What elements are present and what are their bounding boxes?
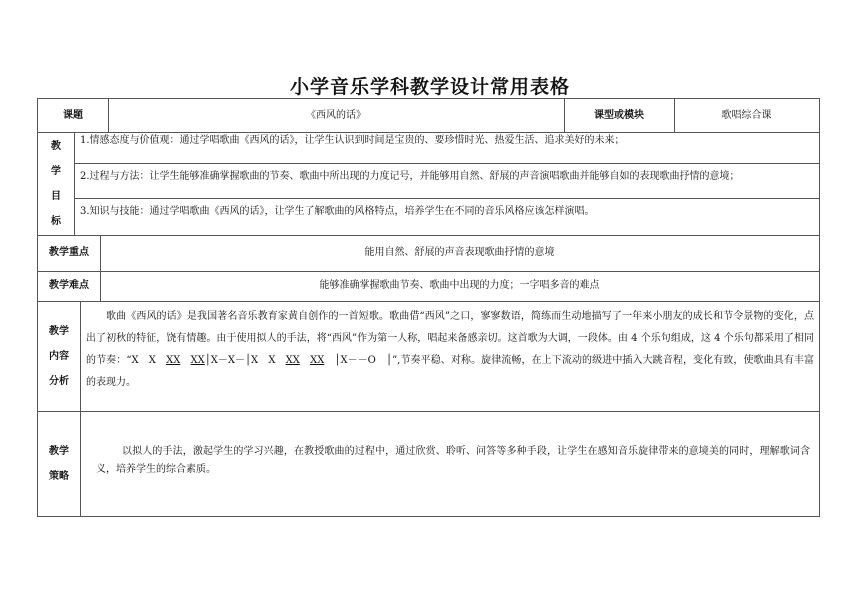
lesson-label: 课题: [63, 109, 83, 121]
analysis-label: [38, 301, 80, 411]
rhythm-beamed: XX: [285, 355, 300, 366]
analysis-label-line: 分析: [49, 375, 69, 387]
row-divider: [38, 301, 819, 302]
objectives-label-char: 学: [51, 165, 61, 177]
analysis-text-after: ”,节奏平稳、对称。旋律流畅，在上下流动的级进中插入大跳音程，变化有致，使歌曲具有丰富的表现力。: [86, 355, 815, 388]
key-point-value: 能用自然、舒展的声音表现歌曲抒情的意境: [364, 247, 555, 258]
analysis-label-line: 内容: [49, 350, 69, 362]
row-divider: [38, 411, 819, 412]
lesson-value: 《西风的话》: [306, 109, 366, 121]
objectives-label-char: 标: [51, 215, 61, 227]
row-divider: [38, 132, 819, 133]
rhythm-beamed: XX: [190, 355, 205, 366]
row-divider: [74, 198, 819, 199]
page-title: 小学音乐学科教学设计常用表格: [289, 76, 570, 98]
analysis-text-before: 歌曲《西风的话》是我国著名音乐教育家黄自创作的一首短歌。歌曲借“西风”之口，寥寥数语，简练而生动地描写了一年来小朋友的成长和节令景物的变化，点出了初秋的特征，饶有情趣。由于使用拟人的手法，将“西风”作为第一人称，唱起来备感亲切。这首歌为大调，一段体。由 4 个乐句组成，这 4 个乐句都采用了相同的节奏：“: [86, 311, 814, 366]
rhythm-beamed: XX: [310, 355, 325, 366]
lesson-type-value: 歌唱综合课: [721, 109, 772, 121]
objective-item-1: 1.情感态度与价值观：通过学唱歌曲《西风的话》，让学生认识到时间是宝贵的、要珍惜时光、热爱生活、追求美好的未来；: [80, 135, 625, 146]
objectives-label-char: 教: [51, 140, 61, 152]
rhythm-part: │X－－O │: [334, 355, 393, 366]
objectives-label: [38, 132, 74, 235]
analysis-text: [86, 306, 814, 406]
analysis-label-line: 教学: [49, 325, 69, 337]
rhythm-part: X X: [131, 355, 167, 366]
objective-item-2: 2.过程与方法：让学生能够准确掌握歌曲的节奏、歌曲中所出现的力度记号，并能够用自然、舒展的声音演唱歌曲并能够自如的表现歌曲抒情的意境；: [80, 171, 740, 182]
rhythm-beamed: XX: [166, 355, 181, 366]
col-divider: [74, 132, 75, 235]
key-point-label: 教学重点: [49, 247, 89, 258]
difficulty-value: 能够准确掌握歌曲节奏、歌曲中出现的力度；一字唱多音的难点: [319, 280, 600, 291]
difficulty-label: 教学难点: [49, 280, 89, 291]
strategy-label-line: 教学: [49, 445, 69, 457]
objective-item-3: 3.知识与技能：通过学唱歌曲《西风的话》，让学生了解歌曲的风格特点，培养学生在不同的音乐风格应该怎样演唱。: [80, 206, 595, 217]
row-divider: [74, 163, 819, 164]
lesson-type-label: 课型或模块: [594, 109, 644, 121]
rhythm-part: │X－X－│X X: [204, 355, 286, 366]
col-divider: [80, 301, 81, 516]
strategy-text: 以拟人的手法，激起学生的学习兴趣，在教授歌曲的过程中，通过欣赏、聆听、问答等多种手段，让学生在感知音乐旋律带来的意境美的同时，理解歌词含义，培养学生的综合素质。: [96, 446, 810, 475]
strategy-label: [38, 411, 80, 516]
objectives-label-char: 目: [51, 190, 61, 202]
strategy-label-line: 策略: [49, 470, 69, 482]
lesson-plan-table: [37, 98, 820, 517]
